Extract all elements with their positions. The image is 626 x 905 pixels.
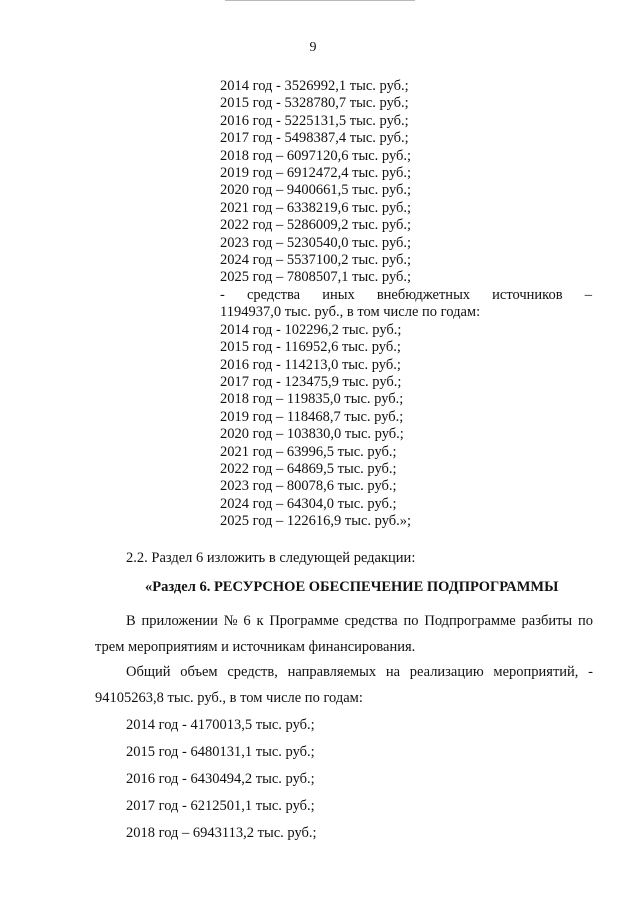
- list-item: 2014 год - 4170013,5 тыс. руб.;: [126, 717, 315, 733]
- paragraph-line: 94105263,8 тыс. руб., в том числе по годам:: [95, 690, 363, 706]
- paragraph-programme: [95, 608, 593, 660]
- list-item: 2025 год – 7808507,1 тыс. руб.;: [220, 269, 412, 286]
- list-item: 2022 год – 64869,5 тыс. руб.;: [220, 460, 397, 477]
- word: средства: [246, 286, 301, 303]
- section-intro: 2.2. Раздел 6 изложить в следующей редакции:: [126, 550, 416, 566]
- list-item: 2020 год – 9400661,5 тыс. руб.;: [220, 182, 412, 199]
- list-item: 2017 год - 123475,9 тыс. руб.;: [220, 373, 402, 390]
- list-item: 2025 год – 122616,9 тыс. руб.»;: [220, 513, 412, 530]
- list-item: 2018 год – 6097120,6 тыс. руб.;: [220, 147, 412, 164]
- list-item: 2017 год - 6212501,1 тыс. руб.;: [126, 798, 315, 814]
- list-item: 2015 год - 6480131,1 тыс. руб.;: [126, 744, 315, 760]
- list-item: 2021 год – 63996,5 тыс. руб.;: [220, 443, 397, 460]
- word: к: [256, 613, 264, 629]
- section-title: «Раздел 6. РЕСУРСНОЕ ОБЕСПЕЧЕНИЕ ПОДПРОГРАММЫ: [145, 579, 559, 595]
- list-item: 2022 год – 5286009,2 тыс. руб.;: [220, 217, 412, 234]
- word: внебюджетных: [376, 286, 471, 303]
- word: средств,: [227, 664, 278, 680]
- list-item: 2024 год – 5537100,2 тыс. руб.;: [220, 252, 412, 269]
- word: реализацию: [409, 664, 484, 680]
- word: по: [403, 613, 419, 629]
- list-item: 2021 год – 6338219,6 тыс. руб.;: [220, 199, 412, 216]
- list-item: 2015 год - 116952,6 тыс. руб.;: [220, 339, 401, 356]
- word: –: [584, 286, 592, 303]
- funding-list-lower: [126, 712, 317, 847]
- page-number: 9: [309, 40, 317, 55]
- other-sources-total: 1194937,0 тыс. руб., в том числе по годам:: [220, 304, 481, 321]
- word: приложении: [141, 613, 218, 629]
- list-item: 2014 год - 102296,2 тыс. руб.;: [220, 321, 402, 338]
- list-item: 2020 год – 103830,0 тыс. руб.;: [220, 426, 404, 443]
- list-item: 2019 год – 6912472,4 тыс. руб.;: [220, 165, 412, 182]
- funding-list-upper: [220, 78, 592, 531]
- word: мероприятий,: [493, 664, 579, 680]
- other-sources-line: [220, 287, 592, 304]
- word: В: [126, 613, 136, 629]
- word: на: [385, 664, 401, 680]
- list-item: 2018 год – 6943113,2 тыс. руб.;: [126, 825, 317, 841]
- word: разбиты: [521, 613, 573, 629]
- list-item: 2019 год – 118468,7 тыс. руб.;: [220, 408, 404, 425]
- word: источников: [492, 286, 563, 303]
- paragraph-line: [95, 608, 593, 634]
- word: иных: [322, 286, 355, 303]
- list-item: 2023 год – 80078,6 тыс. руб.;: [220, 478, 397, 495]
- word: Подпрограмме: [424, 613, 516, 629]
- word: Программе: [269, 613, 339, 629]
- word: №: [223, 613, 238, 629]
- word: Общий: [126, 664, 171, 680]
- list-item: 2017 год - 5498387,4 тыс. руб.;: [220, 130, 409, 147]
- word: 6: [243, 613, 251, 629]
- word: направляемых: [287, 664, 377, 680]
- paragraph-total: [95, 659, 593, 711]
- list-item: 2023 год – 5230540,0 тыс. руб.;: [220, 234, 412, 251]
- list-item: 2018 год – 119835,0 тыс. руб.;: [220, 391, 404, 408]
- list-item: 2014 год - 3526992,1 тыс. руб.;: [220, 78, 409, 94]
- paragraph-line: трем мероприятиям и источникам финансирования.: [95, 639, 416, 655]
- word: -: [588, 664, 593, 680]
- word: по: [577, 613, 593, 629]
- word: -: [220, 286, 225, 303]
- list-item: 2016 год - 5225131,5 тыс. руб.;: [220, 112, 409, 129]
- list-item: 2015 год - 5328780,7 тыс. руб.;: [220, 95, 409, 112]
- list-item: 2016 год - 114213,0 тыс. руб.;: [220, 356, 401, 373]
- top-rule: [225, 0, 415, 1]
- word: средства: [344, 613, 398, 629]
- list-item: 2016 год - 6430494,2 тыс. руб.;: [126, 771, 315, 787]
- list-item: 2024 год – 64304,0 тыс. руб.;: [220, 495, 397, 512]
- paragraph-line: [95, 659, 593, 685]
- word: объем: [180, 664, 218, 680]
